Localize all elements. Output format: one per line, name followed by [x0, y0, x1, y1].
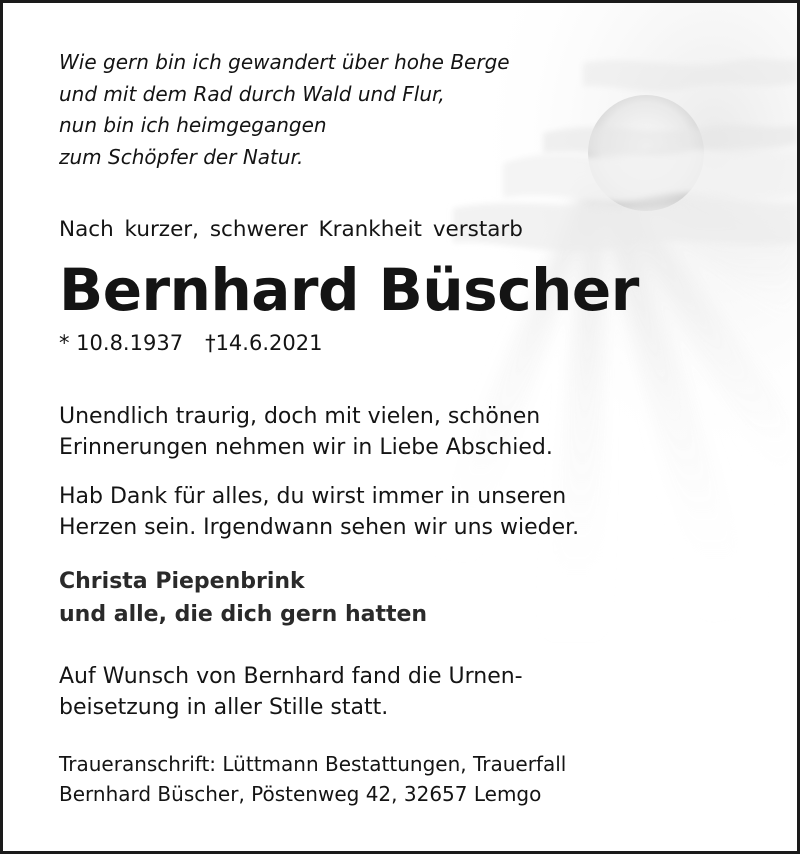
- message-line: Herzen sein. Irgendwann sehen wir uns wieder.: [59, 515, 580, 540]
- address-line: Bernhard Büscher, Pöstenweg 42, 32657 Lemgo: [59, 782, 542, 806]
- poem-line: zum Schöpfer der Natur.: [59, 144, 304, 169]
- birth-date: * 10.8.1937: [59, 331, 184, 355]
- poem-line: Wie gern bin ich gewandert über hohe Berge: [59, 50, 510, 74]
- message-line: Hab Dank für alles, du wirst immer in unseren: [59, 484, 567, 509]
- signatory-name: Christa Piepenbrink: [59, 569, 305, 594]
- intro-text: Nach kurzer, schwerer Krankheit verstarb: [59, 217, 523, 242]
- burial-line: beisetzung in aller Stille statt.: [59, 695, 389, 720]
- poem-line: und mit dem Rad durch Wald und Flur,: [59, 81, 445, 106]
- thanks-message: [59, 481, 579, 543]
- deceased-name: Bernhard Büscher: [59, 256, 639, 324]
- signatory-group: und alle, die dich gern hatten: [59, 602, 428, 627]
- life-dates: [59, 331, 322, 355]
- memorial-poem: [59, 47, 579, 173]
- poem-line: nun bin ich heimgegangen: [59, 113, 327, 137]
- farewell-message: [59, 401, 553, 463]
- death-date: †14.6.2021: [205, 331, 323, 355]
- message-line: Unendlich traurig, doch mit vielen, schönen: [59, 404, 541, 429]
- burial-note: [59, 661, 523, 723]
- mourning-address: [59, 749, 566, 809]
- signatories: [59, 565, 427, 631]
- message-line: Erinnerungen nehmen wir in Liebe Abschied.: [59, 435, 553, 460]
- address-line: Traueranschrift: Lüttmann Bestattungen, Trauerfall: [59, 752, 567, 776]
- burial-line: Auf Wunsch von Bernhard fand die Urnen-: [59, 664, 523, 689]
